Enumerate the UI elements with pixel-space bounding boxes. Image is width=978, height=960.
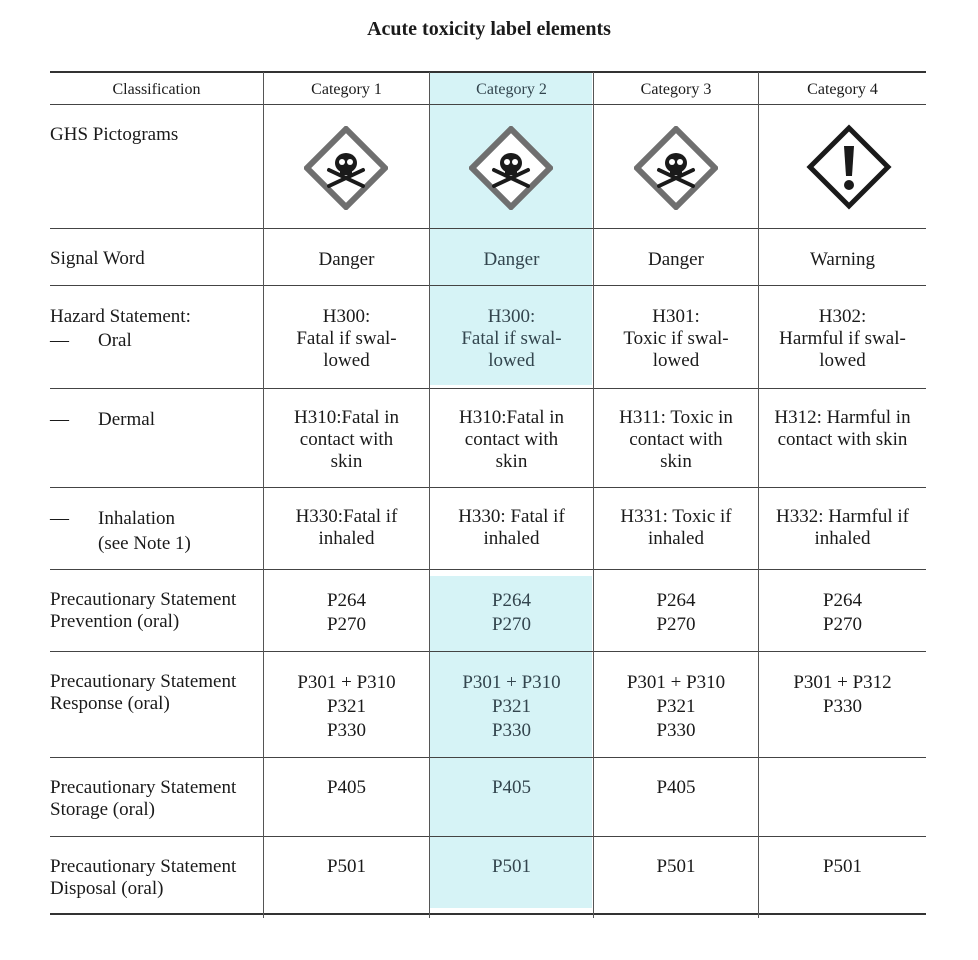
oral-cat4: [759, 306, 926, 372]
statement-line: P330: [326, 720, 367, 741]
storage-cat1: P405: [326, 777, 367, 798]
prevention-cat2: [430, 589, 593, 637]
rule: [50, 388, 926, 389]
page-title: Acute toxicity label elements: [367, 18, 611, 40]
header-category-1: Category 1: [311, 81, 382, 98]
signal-word-cat4: Warning: [810, 249, 875, 270]
label-line: Response (oral): [50, 693, 170, 714]
dash: —: [50, 508, 69, 529]
statement-line: Toxic if swal-: [623, 328, 729, 349]
label-line: Precautionary Statement: [50, 777, 237, 798]
rule: [50, 569, 926, 570]
statement-line: lowed: [488, 350, 535, 371]
label-line: Storage (oral): [50, 799, 155, 820]
statement-line: Harmful if swal-: [779, 328, 906, 349]
inhalation-cat1: [264, 506, 429, 550]
statement-line: P330: [491, 720, 532, 741]
row-label-storage: [50, 777, 260, 821]
statement-line: inhaled: [814, 528, 871, 549]
response-cat3: [594, 671, 758, 743]
prevention-cat4: [759, 589, 926, 637]
statement-line: skin: [330, 451, 363, 472]
statement-line: H312: Harmful in: [774, 407, 911, 428]
response-cat2: [430, 671, 593, 743]
inhalation-cat3: [594, 506, 758, 550]
column-rule: [758, 72, 759, 918]
disposal-cat3: P501: [656, 856, 696, 877]
label-line: Prevention (oral): [50, 611, 180, 632]
row-label-signal-word: Signal Word: [50, 248, 145, 269]
signal-word-cat3: Danger: [648, 249, 704, 270]
header-category-2: Category 2: [476, 81, 547, 98]
row-label-pictograms: GHS Pictograms: [50, 124, 179, 145]
signal-word-cat1: Danger: [318, 249, 375, 270]
inhalation-cat4: [759, 506, 926, 550]
skull-crossbones-icon: [634, 126, 718, 215]
statement-line: P301 + P310: [462, 672, 561, 693]
disposal-cat2: P501: [491, 856, 532, 877]
statement-line: Fatal if swal-: [296, 328, 397, 349]
statement-line: P301 + P310: [626, 672, 726, 693]
statement-line: lowed: [819, 350, 866, 371]
rule: [50, 285, 926, 286]
header-classification: Classification: [112, 81, 201, 98]
header-category-4: Category 4: [807, 81, 878, 98]
skull-crossbones-icon: [469, 126, 553, 215]
rule: [50, 836, 926, 837]
prevention-cat3: [594, 589, 758, 637]
statement-line: contact with: [299, 429, 394, 450]
statement-line: H300:: [487, 306, 536, 327]
rule-top: [50, 71, 926, 73]
rule: [50, 104, 926, 105]
statement-line: contact with skin: [777, 429, 908, 450]
row-label-oral: Oral: [98, 330, 132, 351]
disposal-cat1: P501: [326, 856, 367, 877]
statement-line: lowed: [652, 350, 700, 371]
dermal-cat3: [594, 407, 758, 473]
statement-line: P321: [326, 696, 367, 717]
statement-line: P301 + P312: [793, 672, 892, 693]
statement-line: H310:Fatal in: [458, 407, 565, 428]
signal-word-cat2: Danger: [483, 249, 540, 270]
skull-crossbones-icon: [304, 126, 388, 215]
storage-cat2: P405: [491, 777, 532, 798]
statement-line: P264: [326, 590, 367, 611]
statement-line: H330:Fatal if: [295, 506, 398, 527]
rule: [50, 651, 926, 652]
row-label-disposal: [50, 856, 260, 900]
row-label-hazard-statement: Hazard Statement:: [50, 306, 191, 327]
statement-line: contact with: [629, 429, 723, 450]
statement-line: H302:: [818, 306, 867, 327]
statement-line: H300:: [322, 306, 371, 327]
statement-line: H311: Toxic in: [619, 407, 733, 428]
rule: [50, 757, 926, 758]
dermal-cat2: [430, 407, 593, 473]
row-label-response: [50, 671, 260, 715]
exclamation-mark-icon: [806, 124, 892, 215]
statement-line: P270: [656, 614, 696, 635]
statement-line: H310:Fatal in: [293, 407, 400, 428]
disposal-cat4: P501: [822, 856, 863, 877]
statement-line: P330: [822, 696, 863, 717]
dash: —: [50, 330, 69, 351]
prevention-cat1: [264, 589, 429, 637]
statement-line: lowed: [323, 350, 370, 371]
row-label-inhalation-note: (see Note 1): [98, 533, 191, 554]
response-cat4: [759, 671, 926, 719]
statement-line: H330: Fatal if: [458, 506, 565, 527]
statement-line: Fatal if swal-: [461, 328, 562, 349]
statement-line: H331: Toxic if: [620, 506, 732, 527]
statement-line: P270: [326, 614, 367, 635]
label-line: Precautionary Statement: [50, 589, 237, 610]
statement-line: P301 + P310: [297, 672, 396, 693]
rule: [50, 228, 926, 229]
dash: —: [50, 409, 69, 430]
statement-line: inhaled: [648, 528, 704, 549]
label-line: Precautionary Statement: [50, 856, 237, 877]
row-label-inhalation: Inhalation: [98, 508, 176, 529]
rule-bottom: [50, 913, 926, 915]
statement-line: P321: [656, 696, 696, 717]
inhalation-cat2: [430, 506, 593, 550]
header-category-3: Category 3: [640, 81, 712, 98]
label-line: Disposal (oral): [50, 878, 164, 899]
statement-line: P270: [822, 614, 863, 635]
dermal-cat1: [264, 407, 429, 473]
statement-line: H301:: [652, 306, 700, 327]
statement-line: skin: [495, 451, 528, 472]
response-cat1: [264, 671, 429, 743]
statement-line: P264: [656, 590, 696, 611]
oral-cat3: [594, 306, 758, 372]
statement-line: H332: Harmful if: [776, 506, 909, 527]
statement-line: P264: [822, 590, 863, 611]
statement-line: contact with: [464, 429, 559, 450]
label-line: Precautionary Statement: [50, 671, 237, 692]
storage-cat3: P405: [656, 777, 696, 798]
statement-line: P270: [491, 614, 532, 635]
dermal-cat4: [759, 407, 926, 451]
oral-cat2: [430, 306, 593, 372]
statement-line: P321: [491, 696, 532, 717]
row-label-prevention: [50, 589, 260, 633]
statement-line: inhaled: [483, 528, 540, 549]
oral-cat1: [264, 306, 429, 372]
rule: [50, 487, 926, 488]
statement-line: inhaled: [318, 528, 375, 549]
statement-line: P330: [656, 720, 696, 741]
row-label-dermal: Dermal: [98, 409, 155, 430]
statement-line: P264: [491, 590, 532, 611]
statement-line: skin: [660, 451, 692, 472]
